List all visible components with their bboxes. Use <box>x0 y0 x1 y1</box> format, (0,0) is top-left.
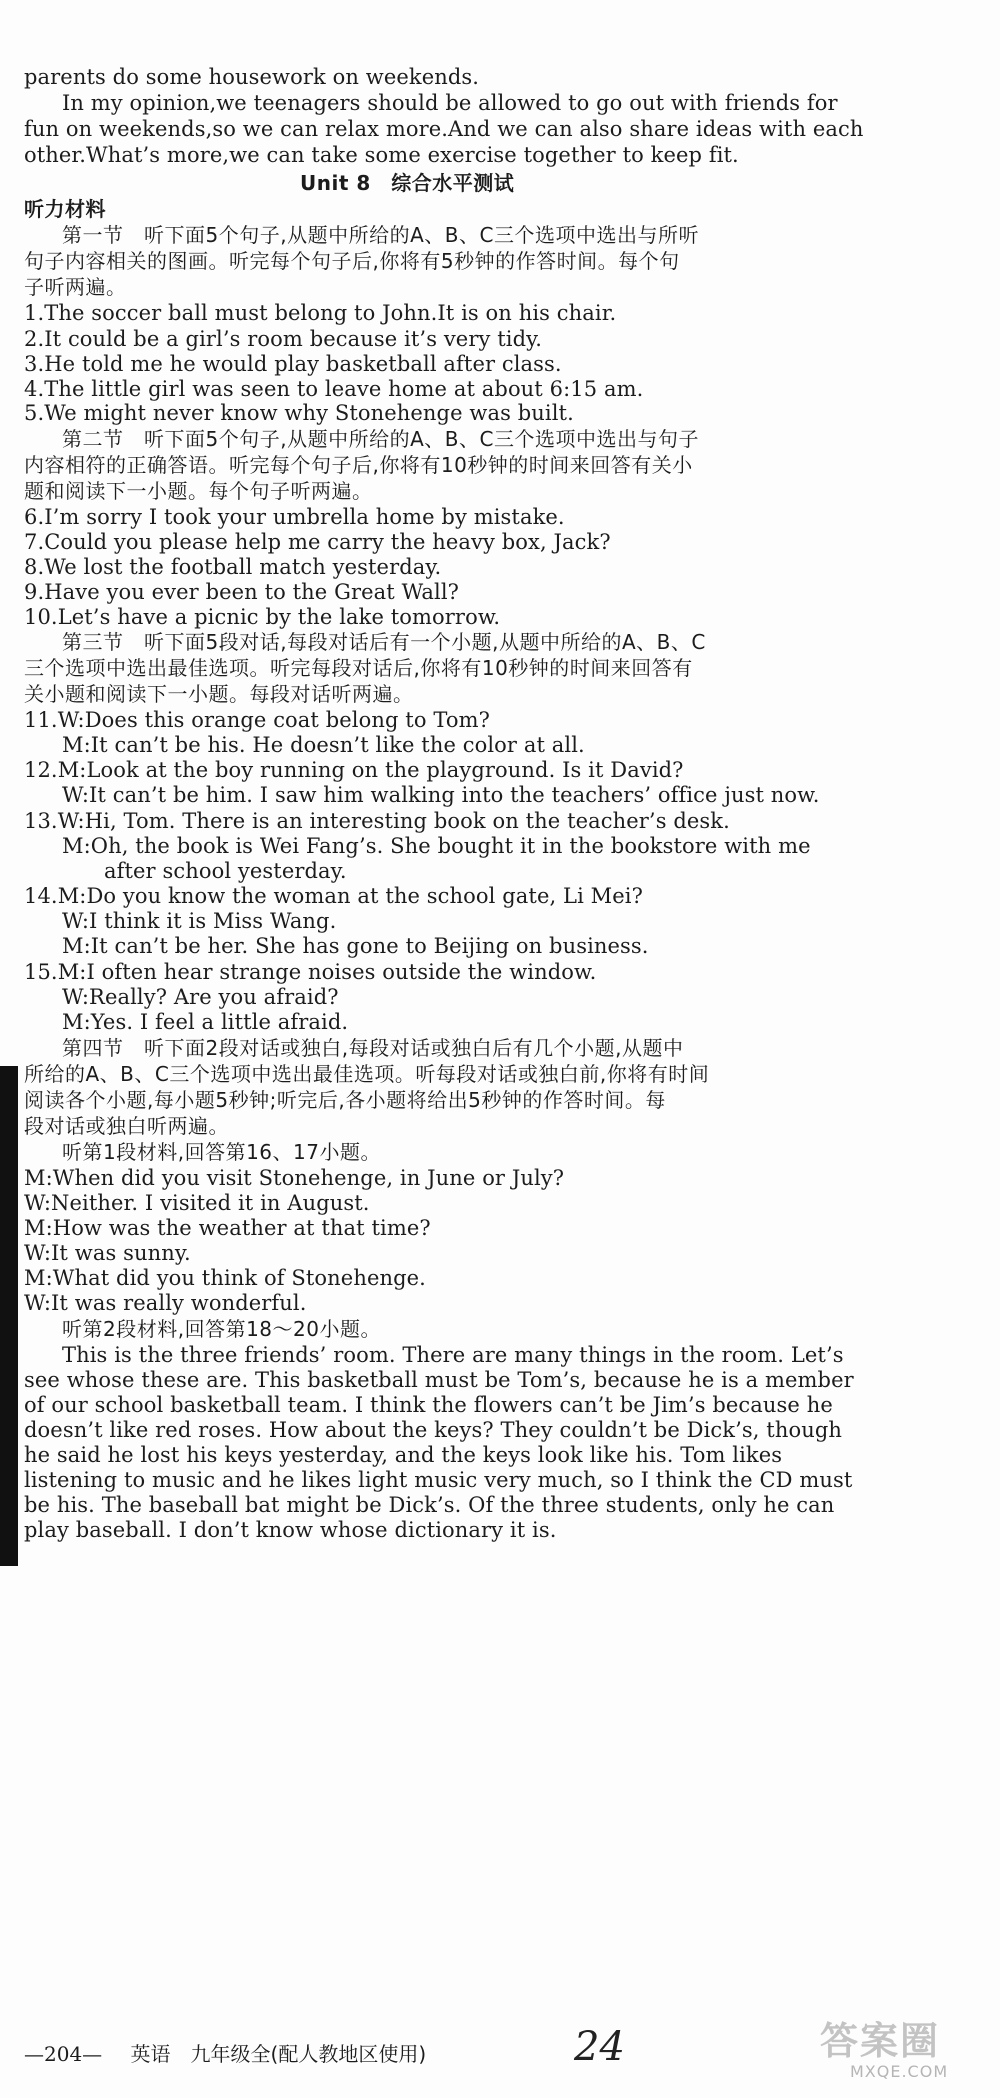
question-line: 1.The soccer ball must belong to John.It is on his chair. <box>24 301 617 325</box>
text-line: In my opinion,we teenagers should be allowed to go out with friends for <box>62 91 838 115</box>
dialogue-line: M:How was the weather at that time? <box>24 1216 431 1240</box>
dialogue-line: W:Neither. I visited it in August. <box>24 1191 370 1215</box>
watermark-url: MXQE.COM <box>850 2062 949 2081</box>
instruction-line: 内容相符的正确答语。听完每个句子后,你将有10秒钟的时间来回答有关小 <box>24 453 693 477</box>
dialogue-line: 11.W:Does this orange coat belong to Tom? <box>24 708 490 732</box>
question-line: 10.Let’s have a picnic by the lake tomorrow. <box>24 605 501 629</box>
book-subject: 英语 九年级全(配人教地区使用) <box>130 2042 427 2066</box>
instruction-line: 段对话或独白听两遍。 <box>24 1114 229 1138</box>
question-line: 6.I’m sorry I took your umbrella home by mistake. <box>24 505 565 529</box>
text-line: he said he lost his keys yesterday, and the keys look like his. Tom likes <box>24 1443 783 1467</box>
text-line: fun on weekends,so we can relax more.And we can also share ideas with each <box>24 117 864 141</box>
instruction-line: 三个选项中选出最佳选项。听完每段对话后,你将有10秒钟的时间来回答有 <box>24 656 693 680</box>
dialogue-line: M:It can’t be his. He doesn’t like the color at all. <box>62 733 585 757</box>
instruction-line: 第二节 听下面5个句子,从题中所给的A、B、C三个选项中选出与句子 <box>62 427 699 451</box>
text-line: This is the three friends’ room. There are many things in the room. Let’s <box>62 1343 844 1367</box>
dialogue-line: 12.M:Look at the boy running on the playground. Is it David? <box>24 758 684 782</box>
text-line: parents do some housework on weekends. <box>24 65 480 89</box>
text-line: play baseball. I don’t know whose dictionary it is. <box>24 1518 557 1542</box>
text-line: see whose these are. This basketball must be Tom’s, because he is a member <box>24 1368 854 1392</box>
instruction-line: 所给的A、B、C三个选项中选出最佳选项。听每段对话或独白前,你将有时间 <box>24 1062 710 1086</box>
question-line: 4.The little girl was seen to leave home at about 6:15 am. <box>24 377 644 401</box>
text-line: be his. The baseball bat might be Dick’s. Of the three students, only he can <box>24 1493 835 1517</box>
page-number: —204— <box>24 2042 103 2066</box>
instruction-line: 题和阅读下一小题。每个句子听两遍。 <box>24 479 373 503</box>
instruction-line: 第三节 听下面5段对话,每段对话后有一个小题,从题中所给的A、B、C <box>62 630 706 654</box>
dialogue-line: M:Yes. I feel a little afraid. <box>62 1010 349 1034</box>
instruction-line: 阅读各个小题,每小题5秒钟;听完后,各小题将给出5秒钟的作答时间。每 <box>24 1088 666 1112</box>
instruction-line: 听第1段材料,回答第16、17小题。 <box>62 1140 381 1164</box>
dialogue-line: W:It was sunny. <box>24 1241 191 1265</box>
dialogue-line: 13.W:Hi, Tom. There is an interesting book on the teacher’s desk. <box>24 809 730 833</box>
dialogue-line: M:Oh, the book is Wei Fang’s. She bought it in the bookstore with me <box>62 834 811 858</box>
page-footer <box>24 2038 440 2067</box>
question-line: 2.It could be a girl’s room because it’s very tidy. <box>24 327 543 351</box>
watermark-logo <box>820 2010 990 2090</box>
page-edge-bar <box>0 1066 18 1566</box>
dialogue-line: M:It can’t be her. She has gone to Beijing on business. <box>62 934 649 958</box>
question-line: 5.We might never know why Stonehenge was built. <box>24 401 574 425</box>
dialogue-line: W:It can’t be him. I saw him walking into the teachers’ office just now. <box>62 783 820 807</box>
dialogue-line: 15.M:I often hear strange noises outside the window. <box>24 960 597 984</box>
section-heading: 听力材料 <box>24 197 106 221</box>
instruction-line: 子听两遍。 <box>24 275 127 299</box>
watermark-logo-text: 答案圈 <box>820 2019 941 2063</box>
question-line: 9.Have you ever been to the Great Wall? <box>24 580 460 604</box>
dialogue-line: W:I think it is Miss Wang. <box>62 909 337 933</box>
instruction-line: 第四节 听下面2段对话或独白,每段对话或独白后有几个小题,从题中 <box>62 1036 684 1060</box>
text-line: listening to music and he likes light music very much, so I think the CD must <box>24 1468 853 1492</box>
text-line: doesn’t like red roses. How about the keys? They couldn’t be Dick’s, though <box>24 1418 842 1442</box>
question-line: 3.He told me he would play basketball after class. <box>24 352 562 376</box>
instruction-line: 关小题和阅读下一小题。每段对话听两遍。 <box>24 682 414 706</box>
text-line: other.What’s more,we can take some exercise together to keep fit. <box>24 143 739 167</box>
question-line: 8.We lost the football match yesterday. <box>24 555 442 579</box>
section-title: Unit 8 综合水平测试 <box>300 171 515 195</box>
dialogue-line: M:What did you think of Stonehenge. <box>24 1266 426 1290</box>
dialogue-line: 14.M:Do you know the woman at the school gate, Li Mei? <box>24 884 643 908</box>
dialogue-line: W:Really? Are you afraid? <box>62 985 339 1009</box>
instruction-line: 句子内容相关的图画。听完每个句子后,你将有5秒钟的作答时间。每个句 <box>24 249 680 273</box>
instruction-line: 听第2段材料,回答第18～20小题。 <box>62 1317 381 1341</box>
dialogue-line: W:It was really wonderful. <box>24 1291 307 1315</box>
dialogue-line: after school yesterday. <box>104 859 347 883</box>
question-line: 7.Could you please help me carry the heavy box, Jack? <box>24 530 611 554</box>
dialogue-line: M:When did you visit Stonehenge, in June or July? <box>24 1166 565 1190</box>
handwritten-note: 24 <box>574 2024 625 2070</box>
text-line: of our school basketball team. I think the flowers can’t be Jim’s because he <box>24 1393 833 1417</box>
instruction-line: 第一节 听下面5个句子,从题中所给的A、B、C三个选项中选出与所听 <box>62 223 699 247</box>
